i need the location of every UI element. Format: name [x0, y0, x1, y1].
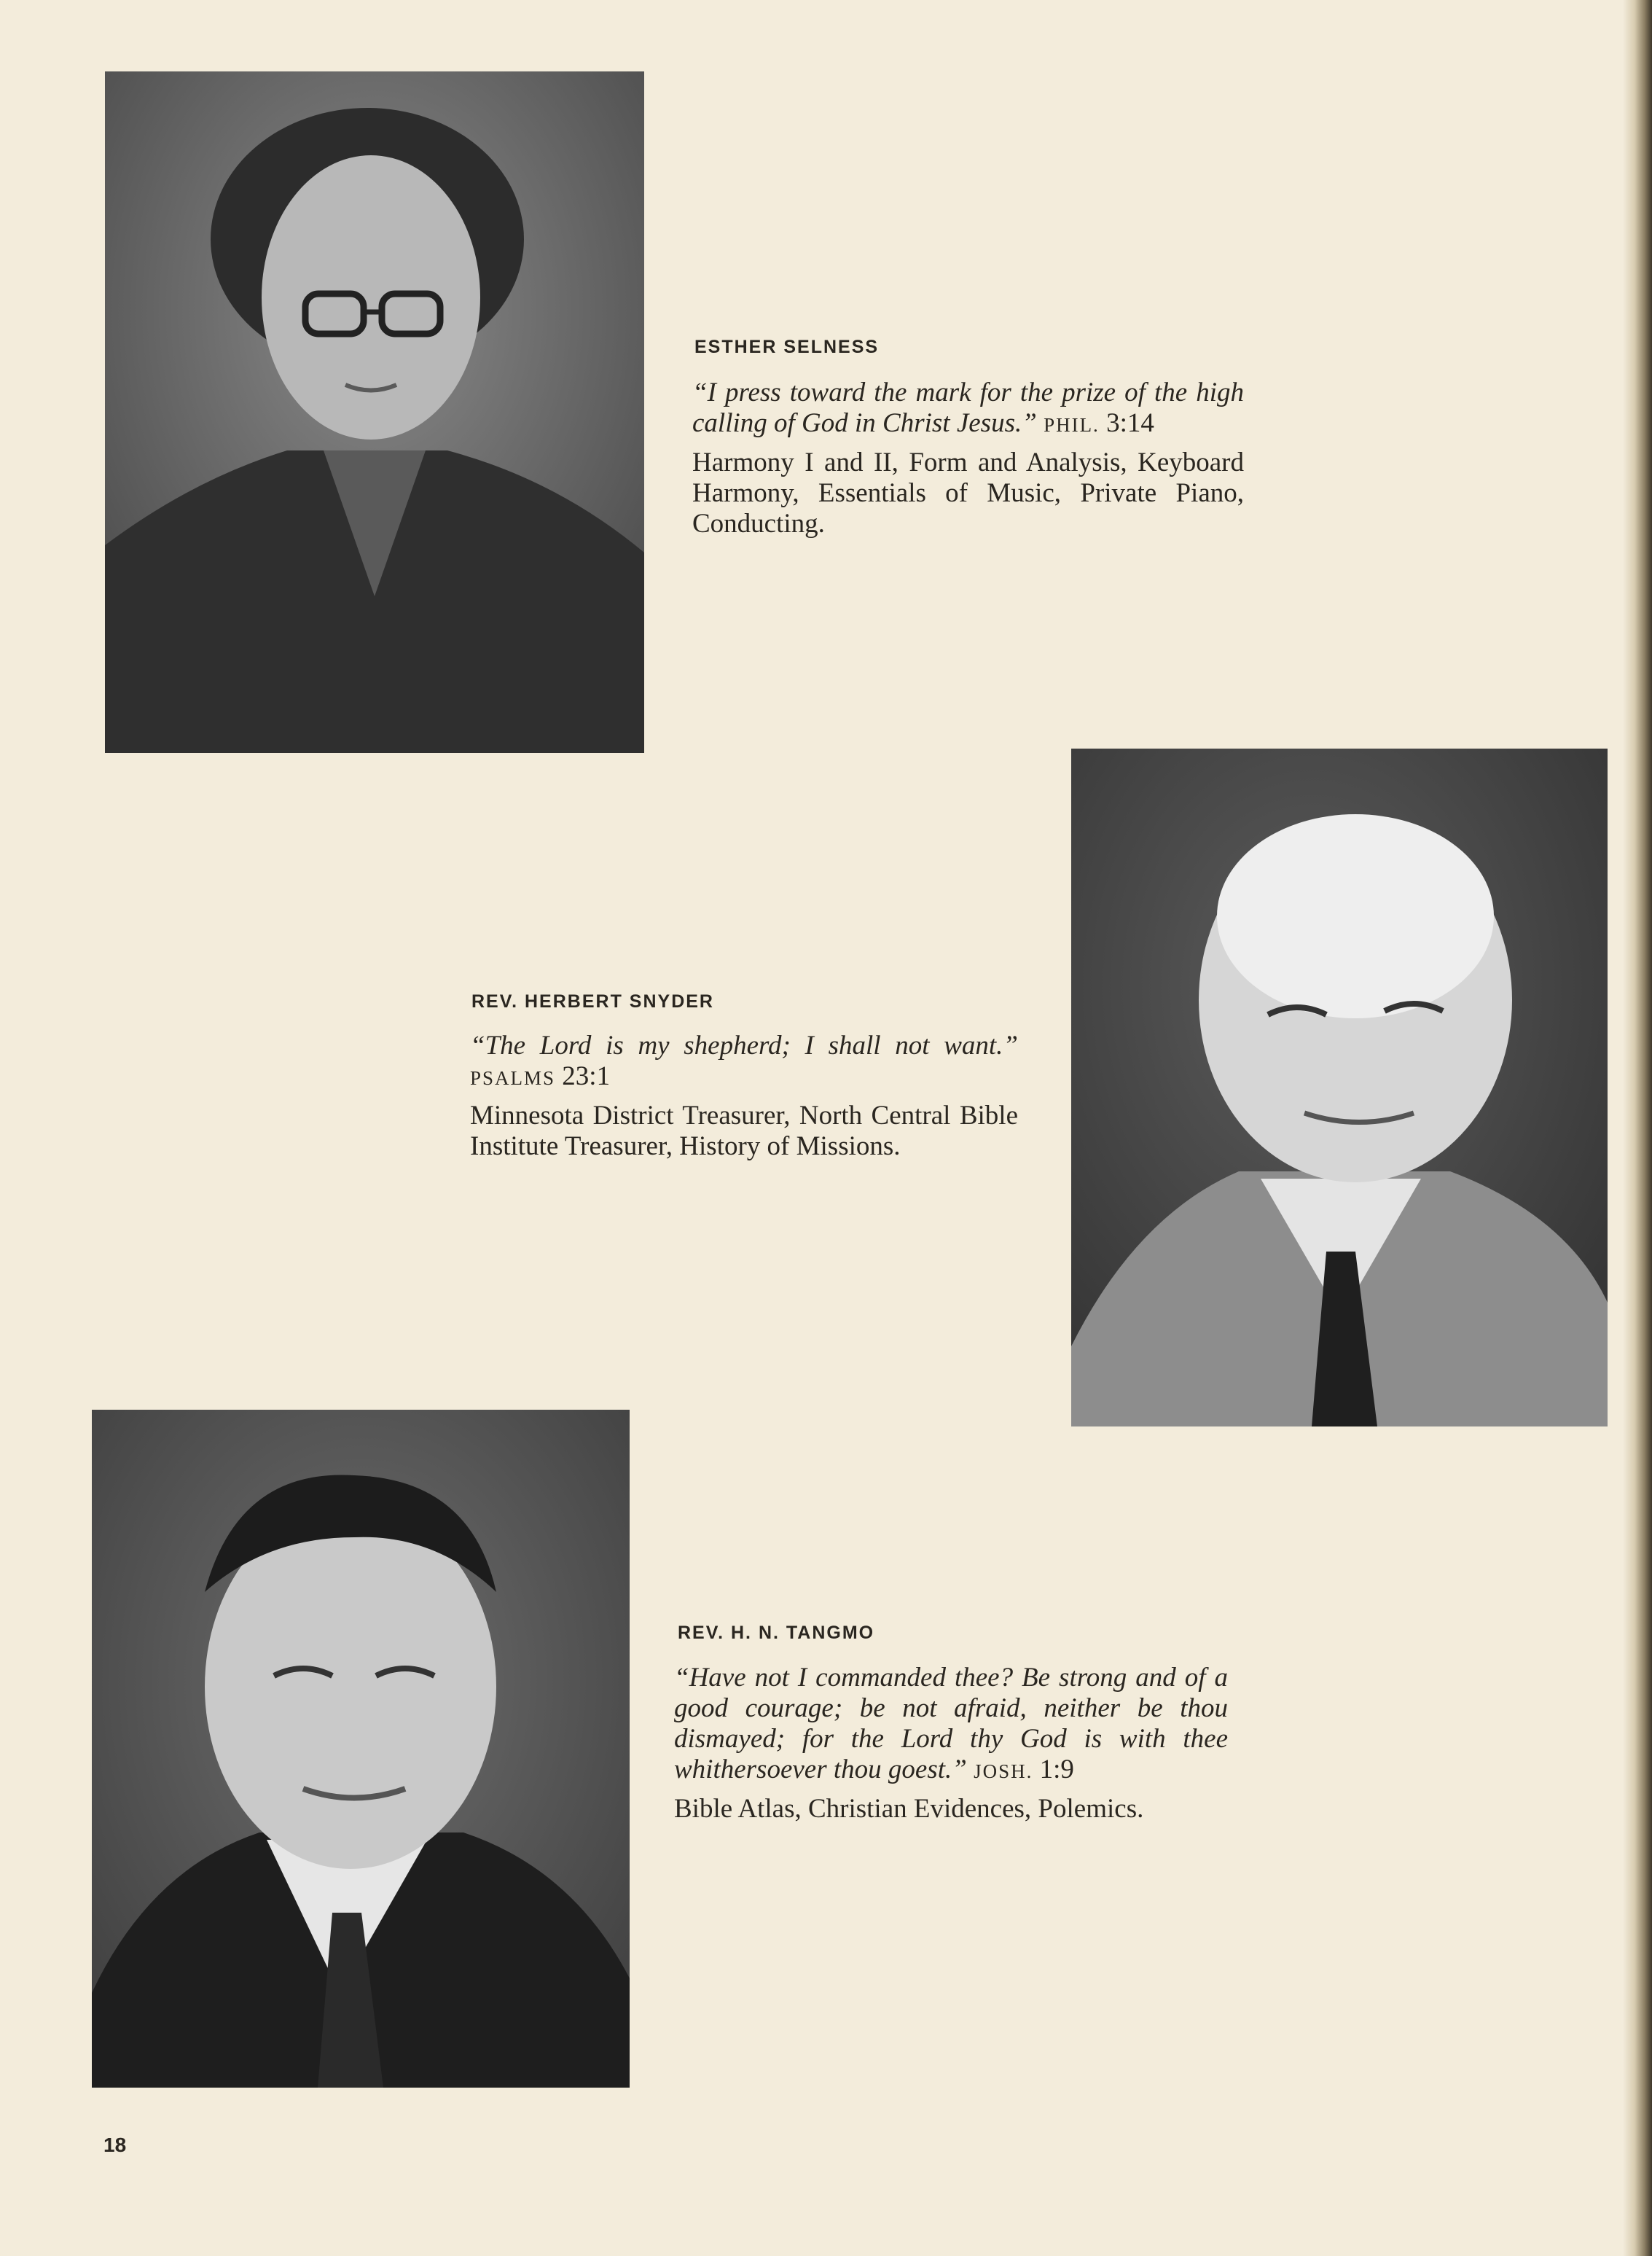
subjects-taught: Harmony I and II, Form and Analysis, Keyboard Harmony, Essentials of Music, Private Piano, Conducting.	[692, 448, 1244, 539]
scripture-quote: “I press toward the mark for the prize of the high calling of God in Christ Jesus.”	[692, 378, 1244, 438]
portrait-photo-esther-selness	[105, 71, 644, 753]
page-binding-edge	[1623, 0, 1652, 2256]
portrait-photo-herbert-snyder	[1071, 749, 1608, 1426]
faculty-name: REV. H. N. TANGMO	[678, 1623, 875, 1643]
faculty-bio-herbert-snyder	[470, 1031, 1018, 1162]
scripture-verse: 23:1	[562, 1061, 611, 1091]
faculty-name: REV. HERBERT SNYDER	[471, 991, 714, 1012]
page-number: 18	[103, 2134, 127, 2156]
scripture-quote: “Have not I commanded thee? Be strong and of a good courage; be not afraid, neither be thou dismayed; for the Lord thy God is with thee whithersoever thou goest.”	[674, 1663, 1228, 1784]
faculty-bio-esther-selness	[692, 378, 1244, 539]
scripture-quote: “The Lord is my shepherd; I shall not want.”	[470, 1031, 1018, 1061]
subjects-taught: Minnesota District Treasurer, North Central Bible Institute Treasurer, History of Missions.	[470, 1101, 1018, 1161]
faculty-name: ESTHER SELNESS	[694, 337, 880, 357]
portrait-photo-h-n-tangmo	[92, 1410, 630, 2088]
scripture-verse: 3:14	[1106, 408, 1154, 438]
scripture-verse: 1:9	[1039, 1755, 1074, 1784]
scripture-book: PHIL.	[1044, 414, 1100, 436]
scripture-book: JOSH.	[974, 1760, 1033, 1782]
faculty-bio-h-n-tangmo	[674, 1663, 1228, 1824]
subjects-taught: Bible Atlas, Christian Evidences, Polemics.	[674, 1794, 1144, 1824]
scripture-book: PSALMS	[470, 1067, 556, 1089]
